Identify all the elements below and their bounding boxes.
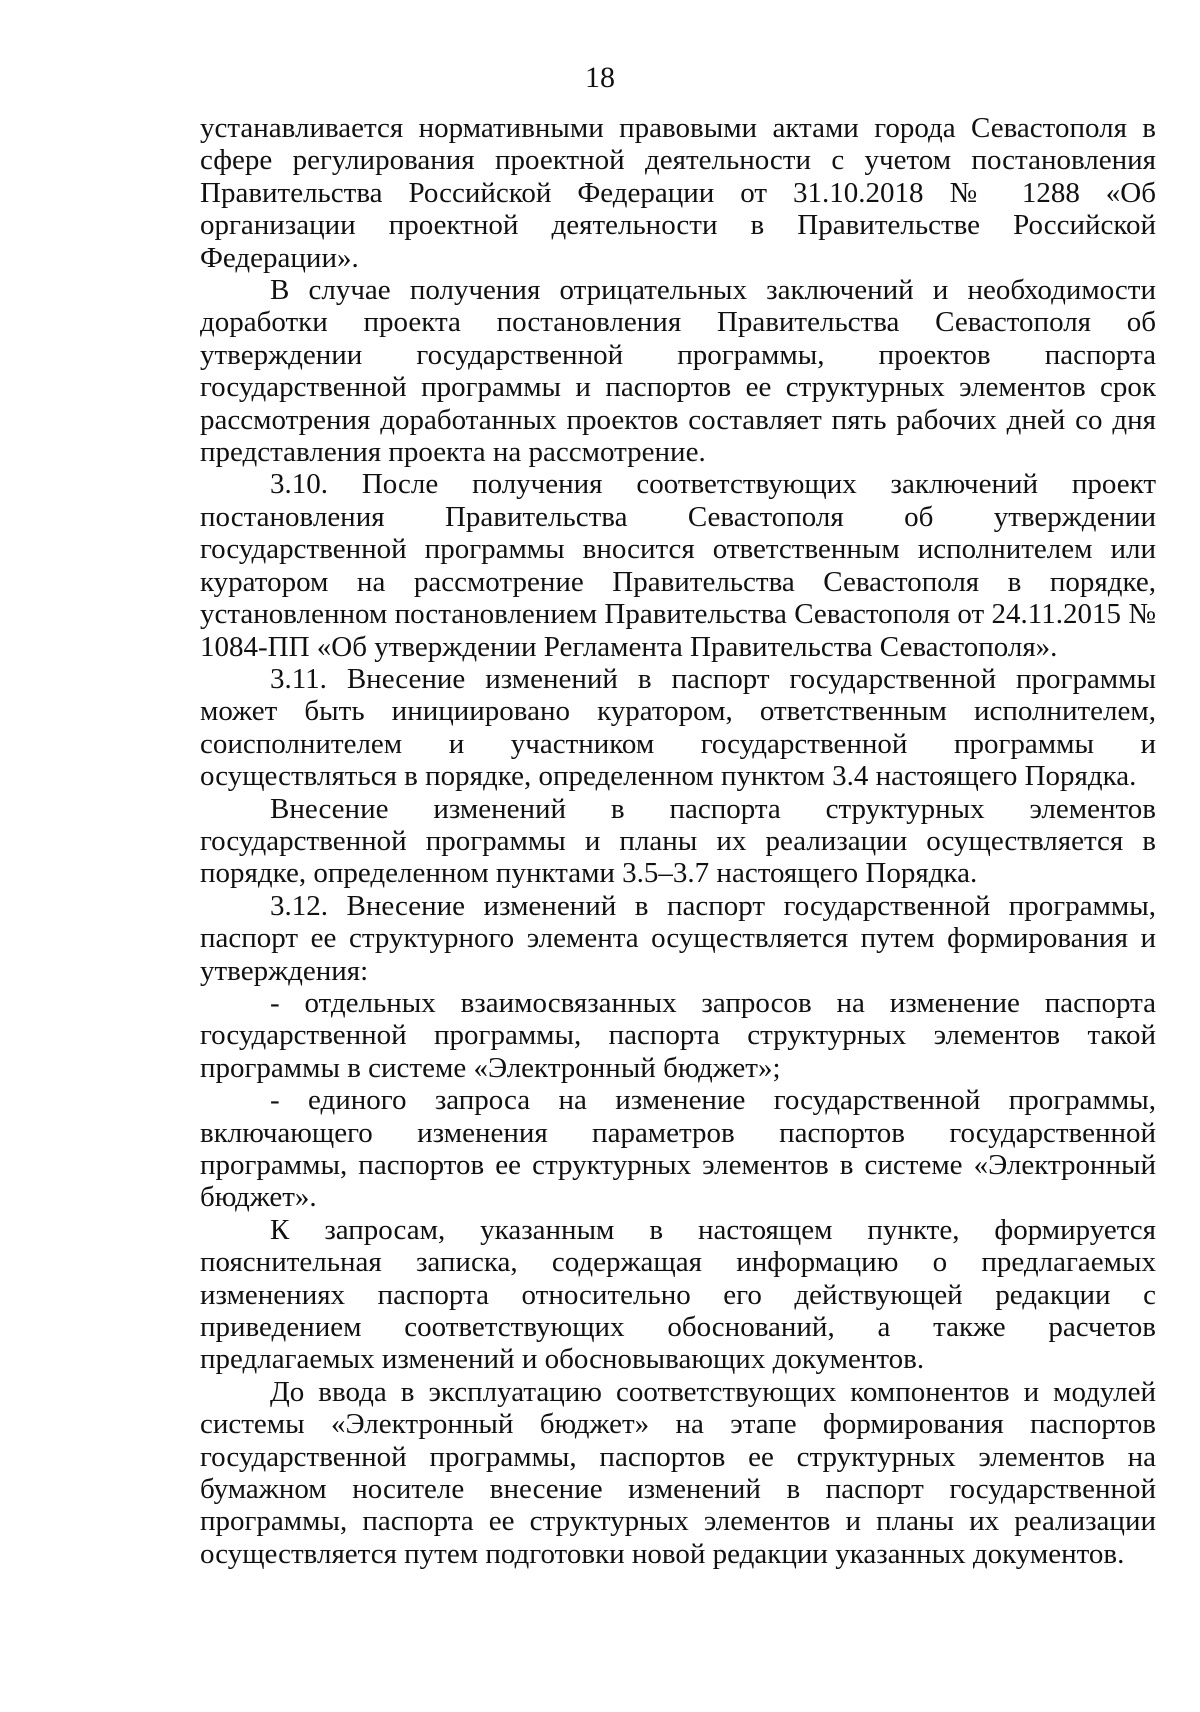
page-number: 18	[585, 61, 615, 94]
list-item-separate-requests: - отдельных взаимосвязанных запросов на изменение паспорта государственной программы, паспорта структурных элементов такой программы в системе «Электронный бюджет»;	[200, 986, 1156, 1084]
paragraph-continuation: устанавливается нормативными правовыми актами города Севастополя в сфере регулирования проектной деятельности с учетом постановления Правительства Российской Федерации от 31.10.2018 № 1288 «Об организации проектной деятельности в Правительстве Российской Федерации».	[200, 112, 1156, 274]
paragraph-paper-based-procedure: До ввода в эксплуатацию соответствующих компонентов и модулей системы «Электронный бюджет» на этапе формирования паспортов государственной программы, паспортов ее структурных элементов на бумажном носителе внесение изменений в паспорт государственной программы, паспорта ее структурных элементов и планы их реализации осуществляется путем подготовки новой редакции указанных документов.	[200, 1375, 1156, 1570]
paragraph-structural-elements-changes: Внесение изменений в паспорта структурных элементов государственной программы и планы их реализации осуществляется в порядке, определенном пунктами 3.5–3.7 настоящего Порядка.	[200, 792, 1156, 890]
paragraph-3-11: 3.11. Внесение изменений в паспорт государственной программы может быть инициировано куратором, ответственным исполнителем, соисполнителем и участником государственной программы и осуществляться в порядке, определенном пунктом 3.4 настоящего Порядка.	[200, 662, 1156, 793]
paragraph-negative-conclusions: В случае получения отрицательных заключений и необходимости доработки проекта постановления Правительства Севастополя об утверждении государственной программы, проектов паспорта государственной программы и паспортов ее структурных элементов срок рассмотрения доработанных проектов составляет пять рабочих дней со дня представления проекта на рассмотрение.	[200, 274, 1156, 469]
paragraph-3-12: 3.12. Внесение изменений в паспорт государственной программы, паспорт ее структурного элемента осуществляется путем формирования и утверждения:	[200, 889, 1156, 987]
paragraph-explanatory-note: К запросам, указанным в настоящем пункте, формируется пояснительная записка, содержащая информацию о предлагаемых изменениях паспорта относительно его действующей редакции с приведением соответствующих обоснований, а также расчетов предлагаемых изменений и обосновывающих документов.	[200, 1213, 1156, 1376]
list-item-single-request: - единого запроса на изменение государственной программы, включающего изменения параметров паспортов государственной программы, паспортов ее структурных элементов в системе «Электронный бюджет».	[200, 1084, 1156, 1214]
document-body	[200, 112, 1156, 1570]
paragraph-3-10: 3.10. После получения соответствующих заключений проект постановления Правительства Севастополя об утверждении государственной программы вносится ответственным исполнителем или куратором на рассмотрение Правительства Севастополя в порядке, установленном постановлением Правительства Севастополя от 24.11.2015 № 1084-ПП «Об утверждении Регламента Правительства Севастополя».	[200, 468, 1156, 663]
